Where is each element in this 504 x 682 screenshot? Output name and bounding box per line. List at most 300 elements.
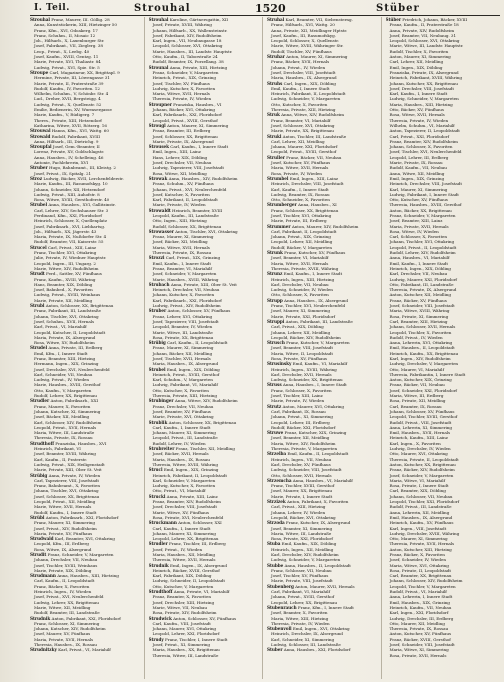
entry-details: Johann, Privat., XIX, Grinzing bbox=[271, 234, 331, 240]
entry-details: Emil, Kaufm., I, Innere Stadt bbox=[389, 260, 448, 266]
entry-details: Maria, Private, IX, Nußdorfer Str. 4 bbox=[34, 234, 107, 240]
entry-details: Anna, Witwe, XIV, Rudolfsheim bbox=[281, 112, 344, 118]
entry-details: Maria, Witwe, VI, Mariahilf bbox=[389, 477, 445, 483]
entry-details: Franz, Tischler, XVI, Neulerchenfeld bbox=[271, 303, 346, 309]
entry-details: Joh., Hilfsarb., XX, Jägerstr. 43 bbox=[34, 228, 97, 234]
entry-surname: Strudler bbox=[148, 541, 168, 547]
entry-details: Franz, Kutscher, XIX, Grinzing bbox=[284, 430, 347, 436]
entry-details: Rosa, Witwe, XVII, Hernals bbox=[389, 112, 445, 118]
entry-details: Rudolf, Beamter, III, Landstraße bbox=[34, 610, 100, 616]
page-number: 1520 bbox=[255, 2, 286, 15]
entry-details: Heinrich, Kaufm., XX, Brigittenau bbox=[389, 350, 459, 356]
entry-details: Emil, Hausbes., XVII, Hernals bbox=[389, 430, 451, 436]
entry-surname: Struk bbox=[267, 112, 280, 118]
entry-details: Carl, Kaufm., I, Innere Stadt bbox=[152, 424, 211, 430]
entry-details: Heinrich, Fabrikant, II, Leopoldstadt bbox=[152, 472, 227, 478]
entry-details: Marie, Private, XVI, Ottakring bbox=[152, 414, 214, 420]
entry-details: Rosa, Witwe, IV, Wieden bbox=[389, 228, 439, 234]
entry-details: Carl, Kaufm., II, Leopoldstadt bbox=[34, 578, 95, 584]
entry-details: Franz, Schuhm., II, Mosaic 12 bbox=[34, 32, 96, 38]
entry-details: Marie, Private, VIII, Josefstadt bbox=[271, 578, 333, 584]
entry-details: Ludwig, Schneider, II, Leopoldstadt bbox=[152, 578, 225, 584]
entry-details: Josef, Tischler, XVI, Ottakring bbox=[271, 212, 332, 218]
entry-details: Marie, Private, XXI, Floridsdorf bbox=[271, 313, 335, 319]
entry-details: Ludwig, Schneider, V, Margareten bbox=[271, 557, 341, 563]
entry-details: Otto, Maurer, XVI, Ottakring bbox=[389, 451, 448, 457]
entry-details: Josef, Tischler, XVII, Hernals bbox=[152, 356, 211, 361]
entry-details: Franz, Beamter, VI, Mariahilf bbox=[152, 265, 212, 271]
entry-details: Josef, Tischler, XV, Fünfhaus bbox=[271, 573, 329, 579]
entry-details: Maria, Witwe, XVI, Ottakring bbox=[389, 562, 449, 568]
entry-details: Otto, Ingen., XIII, Hietzing bbox=[152, 218, 207, 224]
entry-surname: Strougl bbox=[148, 122, 166, 128]
entry-details: Karl, Ingen., VII, Neubaugasse 18 bbox=[152, 38, 222, 44]
entry-details: Josef, Fabriksarb., XVI, Liebhartsg. bbox=[34, 223, 106, 229]
entry-details: Ludwig, Lehrer, XX, Brigittenau bbox=[34, 599, 99, 605]
entry-details: Carl, Privat., XIII, Hietzing bbox=[271, 504, 326, 510]
entry-details: Ludwig, Privat., XIII, Auhofstr. 8 bbox=[34, 191, 100, 197]
entry-details: Theresia, Witwe, XVII, Hernals bbox=[152, 557, 216, 563]
entry-details: Emil, Ingen., XVI, Ottakring bbox=[292, 626, 350, 632]
entry-surname: Struwe bbox=[267, 430, 284, 436]
entry-details: Josef, Fabrikant, XIV, Rudolfsheim bbox=[152, 32, 222, 38]
entry-details: Josef, Kaufm., XVIII, Gentzg. 11 bbox=[34, 54, 99, 60]
entry-details: Karl, Kaufm., I, Innere Stadt bbox=[271, 186, 329, 192]
entry-details: Franz, Kaufm., XVIII, Währing bbox=[34, 276, 96, 282]
entry-details: Anna, Private, IV, Wieden bbox=[48, 472, 101, 478]
entry-surname: Strunz bbox=[267, 271, 283, 277]
entry-details: Anton, Schlosser, XV, Fünfhaus bbox=[167, 308, 231, 314]
entry-details: Marie, Hausbes., III, Landstr. Hauptstr. bbox=[152, 48, 233, 54]
entry-details: Theresia, Private, II, Leopoldstadt bbox=[389, 456, 459, 462]
entry-details: Josef, Schneider, V, Margareten bbox=[152, 271, 217, 277]
entry-details: Marie, Witwe, XII, Meidling bbox=[34, 604, 91, 610]
entry-surname: Strubach bbox=[148, 281, 170, 287]
entry-details: Theresia, Private, XVII, Hernals bbox=[389, 541, 455, 547]
entry-details: Franz, Bäcker, VII, Neubau bbox=[286, 154, 342, 160]
entry-details: Johann, Privat., XI, Simmering bbox=[271, 414, 333, 420]
entry-details: Anna, Private, XII, Meidlinger Hptstr. bbox=[271, 27, 348, 33]
entry-details: Karl, Schneider, VII, Neubau bbox=[34, 371, 93, 377]
entry-details: Marie, Private, IX, Rossau bbox=[389, 160, 443, 166]
entry-details: Theresia, Private, IV, Wieden bbox=[152, 96, 212, 102]
entry-details: Theresia, Private, IX, Rossau bbox=[34, 435, 93, 441]
entry-details: Theresia, Hausbes., XVIII, Gersthof bbox=[389, 202, 462, 208]
entry-details: Ludwig, Schneider, IV, Wieden bbox=[271, 287, 333, 293]
entry-details: Heinrich, Schlosser, X, Quellenplatz bbox=[34, 218, 107, 224]
entry-details: Karl, Privat., VI, Mariahilf bbox=[58, 647, 111, 653]
entry-surname: Strudmann bbox=[30, 573, 56, 579]
entry-details: Johann, Bäcker, XII, Meidling bbox=[152, 350, 213, 356]
entry-details: Anna, Private, VI, Mariahilf bbox=[173, 589, 230, 595]
entry-details: Anton, Fabriksarb., XXI bbox=[50, 398, 99, 404]
entry-surname: Strummer bbox=[267, 223, 291, 229]
entry-details: Franz, Kaufm., II, Praterstraße 18 bbox=[389, 22, 459, 28]
entry-details: Josef, Drechsler, VIII, Josefstadt bbox=[152, 504, 217, 510]
entry-details: Josef, Maurer, XV, Fünfhaus bbox=[34, 631, 91, 637]
page-header bbox=[0, 0, 504, 16]
entry-surname: Strucel bbox=[30, 244, 47, 250]
entry-details: Rosa, Private, XIV, Rudolfsheim bbox=[152, 610, 217, 616]
entry-details: Anton, Schlosser, XX, Brigittenau bbox=[168, 419, 237, 425]
entry-surname: Struss bbox=[267, 382, 282, 388]
entry-details: Franz, Kutscher, XV, Fünfhaus bbox=[284, 250, 346, 256]
entry-details: Josef, Tischler, XIII, Lainz bbox=[271, 393, 323, 399]
entry-details: Rudolf, Privat., VI, Mariahilf bbox=[389, 589, 447, 595]
entry-details: Franz, Kfm., I, Innere Stadt bbox=[297, 604, 354, 610]
entry-details: Heinrich, Ingen., VII, Neubau bbox=[271, 456, 332, 462]
entry-surname: Strzemcha bbox=[267, 477, 292, 483]
entry-details: Josef, Schneider, IV, Wieden bbox=[389, 557, 446, 563]
entry-details: Rudolf, Privat., IV, Wieden bbox=[389, 334, 443, 340]
entry-details: Josef, Fabrikant., VII, Zieglerg. 38 bbox=[34, 43, 103, 49]
directory-columns bbox=[30, 17, 500, 679]
entry-details: Maria, Witwe, III, Erdberg bbox=[389, 393, 444, 399]
entry-details: Josef, Beamter, VIII, Josefstadt bbox=[271, 345, 333, 351]
entry-details: Emil, Hausbes., IX, Alsergrund bbox=[389, 514, 453, 520]
entry-details: Emil, Kaufm., I, Innere Stadt bbox=[152, 260, 211, 266]
entry-details: Rudolf, Privat., VIII, Josefstadt bbox=[389, 419, 452, 425]
entry-surname: Strubel bbox=[30, 202, 48, 208]
entry-surname: Struber bbox=[30, 165, 48, 171]
entry-surname: Strudwick bbox=[148, 615, 172, 621]
entry-details: Emil, Ingen., XIX, Grinzing bbox=[389, 175, 445, 181]
entry-details: Leopold, Kfm., III, Erdberg bbox=[34, 541, 89, 547]
entry-details: Heinrich, Fabrikant, VI bbox=[34, 446, 81, 452]
entry-surname: Stubenberg bbox=[267, 583, 294, 589]
entry-surname: Strudel bbox=[30, 345, 48, 351]
entry-details: Maria, Hausbes., XII, Meidling bbox=[152, 551, 215, 557]
entry-details: Marie, Private, XII, Meidling bbox=[34, 297, 93, 303]
entry-details: Johann, Maurer, XVI, Ottakring bbox=[152, 626, 216, 632]
entry-details: Theresia, Fabrikantin, I, Innere Stadt bbox=[389, 371, 466, 377]
entry-details: Emil, Kaufm., XIX, Döbling bbox=[281, 541, 337, 547]
entry-details: Anton, Kutscher, XIX, Grinzing bbox=[389, 377, 452, 383]
entry-surname: Stroupe bbox=[30, 69, 49, 75]
entry-details: Josef, Schlosser, XVI, Ottakring bbox=[271, 122, 335, 128]
entry-details: Anton, Maurer, XI, Simmering bbox=[166, 122, 229, 128]
entry-details: Ludwig, Fabrikant, VI, Mariahilf bbox=[152, 382, 218, 388]
entry-details: Maria, Private, XVII, Hernals bbox=[34, 636, 94, 642]
entry-surname: Strudnik bbox=[148, 562, 169, 568]
entry-details: Rosa, Witwe, IX, Alsergrund bbox=[34, 546, 92, 552]
entry-details: Johann, Maurer, XXI, Floridsdorf bbox=[271, 144, 338, 150]
entry-surname: Strübig bbox=[148, 340, 166, 346]
entry-details: Leopold, Lehrer, XX, Brigittenau bbox=[271, 599, 337, 605]
entry-details: Theresia, Hausbes., IX, Rossau bbox=[34, 642, 97, 648]
entry-surname: Strübig bbox=[30, 472, 48, 478]
entry-details: Anton, Fabrikant, III, Landstraße bbox=[285, 318, 353, 324]
entry-details: Josef, Beamter, XI, Simmering bbox=[271, 525, 333, 531]
entry-details: Leopold, Tischler, XVIII, Gersthof bbox=[389, 414, 458, 420]
entry-details: Julie, Private, IV, Wiedner Hauptstr. bbox=[34, 255, 107, 261]
entry-details: Josef, Privat., XIV, Rudolfsheim bbox=[34, 525, 97, 531]
entry-details: Maria, Witwe, XIV, Rudolfsheim bbox=[271, 440, 336, 446]
entry-surname: Struckl bbox=[148, 493, 166, 499]
entry-details: Josef, Tapezierer, VIII, Josefstadt bbox=[152, 318, 219, 324]
entry-details: Hermine, Private, III, Löwengasse 31 bbox=[34, 75, 110, 81]
entry-details: Leopold, Bäcker, XIV, Rudolfsheim bbox=[271, 334, 341, 340]
entry-details: Anton, Maurer, XI, Simmering bbox=[286, 54, 348, 60]
entry-details: Karl, Schuhm., V, Margareten bbox=[152, 377, 213, 383]
entry-surname: Strusinsky bbox=[267, 361, 292, 367]
entry-details: Karl, Ingen., X, Favoriten bbox=[389, 440, 441, 446]
entry-details: Maria, Hausbes., IX, Alsergrund bbox=[271, 75, 337, 81]
entry-details: Ludwig, Privat., X, Quellenstr. 52 bbox=[34, 101, 102, 107]
entry-surname: Strudwald bbox=[30, 536, 54, 542]
entry-details: Marie, Private, IV, Wieden bbox=[152, 202, 206, 208]
entry-details: Leopold, Privat., II, Leopoldstadt bbox=[389, 244, 457, 250]
entry-details: Carl, Kaufm., II, Leopoldstadt bbox=[167, 340, 228, 346]
entry-details: Karoline, Gärtnersgattin, XII bbox=[169, 17, 228, 22]
entry-details: Josef, Tischler, XV, Fünfhaus bbox=[152, 80, 210, 86]
entry-details: Franz, Tischler, III, Erdberg bbox=[168, 541, 226, 547]
entry-details: Johann, Schlosser, VII, Neubau bbox=[389, 493, 453, 499]
entry-details: Otto, Kutscher, X, Favoriten bbox=[271, 101, 328, 107]
entry-details: Rosa, Private, II, Leopoldstadt bbox=[389, 567, 451, 573]
entry-details: Emil, Ingen., XIII, Lainz bbox=[152, 149, 201, 155]
entry-details: Josef, Drechsler, VII, Neubau bbox=[152, 160, 212, 166]
entry-details: Rosa, Private, I, Innere Stadt bbox=[389, 483, 449, 489]
entry-details: Maria, Witwe, III, Landstraße bbox=[271, 530, 332, 536]
entry-details: Ludwig, Privat., XVI, Spie. Str. 5 bbox=[34, 64, 100, 70]
entry-details: Joh., Hilfsarb., X, Laxenburger Str. bbox=[34, 38, 105, 44]
entry-details: Franz, Beamter, XIII, Hietzing bbox=[34, 356, 96, 361]
entry-details: Lorenz, Private, XV, Goldschlagstr. bbox=[34, 149, 105, 155]
entry-surname: Strumberger bbox=[267, 202, 297, 208]
entry-details: Ludwig, Fabrikant, I, Innere Stadt bbox=[389, 191, 459, 197]
entry-surname: Strunk bbox=[267, 250, 283, 256]
entry-details: Ludwig, Schneider, V, Margareten bbox=[271, 96, 341, 102]
entry-details: Rosa, Private, XV, Fünfhaus bbox=[271, 356, 327, 361]
entry-details: Rosa, Private, XVI, Neulerchenfeld bbox=[152, 514, 224, 520]
directory-entry bbox=[30, 647, 142, 652]
entry-details: Rudolf, Lehrer, IV, Wieden bbox=[152, 440, 206, 446]
entry-surname: Strubl bbox=[30, 303, 45, 309]
entry-details: Carl, Beamter, XIII, Hietzing bbox=[389, 318, 448, 324]
entry-details: Josef, Beamter, XII, Meidling bbox=[271, 435, 330, 441]
entry-details: Johann, Kutscher, XX, Brigittenau bbox=[389, 80, 458, 86]
entry-surname: Struppi bbox=[267, 318, 285, 324]
entry-details: Johann, Tischler, XVI, Ottakring bbox=[34, 313, 99, 319]
entry-details: Franz, Schlosser, XX, Brigittenau bbox=[271, 207, 339, 213]
entry-surname: Stuba bbox=[267, 541, 281, 547]
entry-details: Ludwig, Maurer, XXI, Floridsdorf bbox=[389, 276, 457, 282]
entry-details: Marie, Private, III, Erdberg bbox=[271, 218, 327, 224]
entry-details: Josef, Schuhm., XVII, Hernals bbox=[34, 318, 95, 324]
entry-details: Carl, Ingen., XIX, Döbling bbox=[283, 80, 336, 86]
entry-details: Franz, Tischler, XVI, Ottakring bbox=[34, 250, 97, 256]
entry-details: Karl, Drechsler, XV, Fünfhaus bbox=[271, 461, 331, 467]
entry-details: Wilhelm, Schuhm., V, Schönbr. Str. 4 bbox=[34, 91, 109, 97]
entry-surname: Strupp bbox=[267, 297, 283, 303]
entry-surname: Strzizek bbox=[267, 499, 286, 505]
entry-details: Leopold, Privat., III, Landstraße bbox=[152, 435, 218, 441]
entry-surname: Stüber bbox=[385, 17, 402, 22]
entry-details: Theresia, Private, V, Margareten bbox=[271, 446, 338, 452]
entry-details: Heinrich, Kaufm., VII, Neubau bbox=[389, 604, 452, 610]
entry-details: Otto, Kaufm., II, Taborstraße 24 bbox=[152, 54, 218, 60]
entry-details: Rudolf, Kaufm., IV, Favoriten. 12 bbox=[34, 85, 100, 91]
entry-details: Karl, Beamter, VII, Siebensterng. bbox=[285, 17, 353, 22]
entry-details: Theresia, Witwe, XVIII, Währing bbox=[152, 461, 218, 467]
entry-details: Karl, Schlosser, XIV, Rudolfsheim bbox=[34, 419, 102, 425]
entry-details: Anton, Kutscher, XV, Fünfhaus bbox=[389, 631, 452, 637]
guide-word-left: Strouhal bbox=[134, 3, 191, 14]
entry-details: Johann, Tischler, XVI, Ottakring bbox=[389, 239, 455, 245]
entry-details: Josef, Tischler, XVI, Neulerchenfeld bbox=[389, 149, 462, 155]
entry-details: Marie, Kaufm., V, Rüdigerg. 7 bbox=[34, 112, 95, 118]
entry-details: Leopold, Schlosser, XVI, Ottakring bbox=[389, 38, 460, 44]
entry-details: Josef, Drechsler, VIII, Josefstadt bbox=[271, 69, 336, 75]
entry-details: Leopold, Tischler, X, Favoriten bbox=[389, 329, 452, 335]
entry-details: Leopold, Tischler, V, Margareten bbox=[389, 583, 456, 589]
entry-details: Marie, Private, I, Innere Stadt bbox=[271, 493, 333, 499]
entry-details: Rudolf, Schlosser, XX, Brigittenau bbox=[152, 223, 222, 229]
entry-details: Lud., Dreher, XVII, Bergsteigg. 4 bbox=[34, 96, 101, 102]
entry-details: Franziska, Hausbes., XVI bbox=[55, 440, 107, 446]
entry-details: Katharina, Witwe, XVII, Rötzerg. 16 bbox=[34, 122, 107, 128]
entry-surname: Stubenrauch bbox=[267, 604, 297, 610]
entry-details: Johann, Kutscher, X, Favoriten bbox=[152, 292, 215, 298]
entry-details: Carl, Privat., XIX, Döbling bbox=[271, 324, 324, 330]
entry-details: Otto, Kutscher, X, Favoriten bbox=[152, 387, 209, 393]
entry-details: Ludwig, Schneider, V, Margareten bbox=[389, 96, 459, 102]
entry-details: Rudolf, Kaufm., I, Innere Stadt bbox=[34, 509, 97, 515]
entry-details: Anna, Hausbes., VI, Mariahilf bbox=[292, 477, 353, 483]
entry-details: Maria, Witwe, II, Leopoldstadt bbox=[271, 350, 333, 356]
entry-details: Anna, Lehrerin, XI, Simmering bbox=[389, 424, 452, 430]
entry-details: Franz, Bäcker, X, Favoriten bbox=[389, 551, 445, 557]
entry-details: Anna, Hausbes., XVI, Gallitzinstr. bbox=[48, 202, 116, 208]
entry-details: Leopold, Privat., XII, Meidling bbox=[34, 499, 96, 505]
entry-details: Heinrich, Fabrikant, II, Leopoldstadt bbox=[271, 91, 346, 97]
entry-details: Rosa, Private, XX, Brigittenau bbox=[152, 334, 214, 340]
entry-surname: Strzelba bbox=[267, 451, 287, 457]
entry-details: Ludwig, Privat., XIV, Rudolfsheim bbox=[152, 303, 221, 309]
entry-details: Emil, Kaufm., I, Innere Stadt bbox=[271, 85, 330, 91]
entry-details: Rudolf, Tischler, XV, Fünfhaus bbox=[271, 48, 332, 54]
entry-details: Emil, Ingen., XIX, Grinzing bbox=[163, 467, 219, 473]
entry-details: Heinrich, Privat., XVIII, Gersthof bbox=[152, 371, 220, 377]
entry-details: Marie, Witwe, XVII, Hernals bbox=[34, 504, 92, 510]
entry-details: Anna, Private, XIII, Ober St. Veit bbox=[170, 281, 237, 287]
entry-surname: Strudt bbox=[30, 271, 45, 277]
entry-details: Johann, Kutscher, XIV, Rudolfsheim bbox=[34, 626, 106, 632]
entry-details: Heinrich, Bäcker, XVIII, Gersthof bbox=[152, 567, 220, 573]
entry-details: Josef, Drechsler, VIII, Josefstadt bbox=[389, 85, 454, 91]
entry-surname: Strudy bbox=[148, 636, 164, 642]
entry-details: Anna, Hausbes., XXI, Floridsdorf bbox=[283, 647, 351, 653]
entry-details: Emil, Kfm., I, Innere Stadt bbox=[34, 350, 88, 356]
entry-details: Ludwig, Kutscher, X, Favoriten bbox=[152, 483, 216, 489]
entry-details: Josef, Beamter, XIII, Lainz bbox=[389, 218, 443, 224]
entry-details: Rudolf, Kaufm., VII, Neubau bbox=[389, 165, 447, 171]
entry-details: Marie, Witwe, XV, Fünfhaus bbox=[152, 509, 209, 515]
entry-details: Josef, Schneider, VIII, Josefstadt bbox=[389, 642, 455, 648]
entry-details: Theresia, Private, IX, Alsergrund bbox=[389, 287, 457, 293]
entry-details: Marie, Private, IV, Wieden bbox=[271, 398, 325, 404]
entry-details: Maria, Witwe, XVIII, Währing bbox=[389, 308, 450, 314]
entry-details: Ludwig, Privat., IV, Wieden bbox=[34, 377, 89, 383]
column-1 bbox=[30, 17, 145, 679]
entry-surname: Strublik bbox=[148, 419, 168, 425]
entry-surname: Struber bbox=[148, 308, 167, 314]
entry-details: Rosa, Witwe, XVIII, Gersthoferstr. 40 bbox=[34, 197, 110, 203]
entry-details: Theresia, Witwe, III, Landstraße bbox=[152, 652, 219, 658]
entry-details: Rudolf, Beamter, IX, Porzellang. 38 bbox=[152, 59, 224, 65]
entry-details: Ludwig, Privat., XVIII, Weinhaus bbox=[34, 292, 101, 298]
entry-details: Leopold, Privat., XVII, Hernals bbox=[34, 424, 97, 430]
entry-surname: Strzoda bbox=[267, 520, 285, 526]
entry-details: Heinrich, Ingen., XII, Meidling bbox=[271, 546, 334, 552]
entry-details: Josef, Schlosser, XX, Brigittenau bbox=[34, 493, 100, 499]
entry-details: Franz, Tischler, XVIII, Gersthof bbox=[271, 483, 335, 489]
entry-details: Johann, Maurer, XI, Simmering bbox=[152, 430, 216, 436]
entry-details: Karl, Drechsler, VII, Neubau bbox=[271, 281, 329, 287]
entry-details: Heinrich, Fabrikant, XVIII, Währing bbox=[389, 75, 462, 81]
entry-details: Ludwig, Privat., XIX, Heiligenstadt bbox=[34, 461, 105, 467]
entry-details: Otto, Schneider, X, Favoriten bbox=[271, 197, 330, 203]
entry-details: Franz, Schuhm., XV, Fünfhaus bbox=[152, 181, 214, 187]
entry-details: Leopold, Ingen., III, Ungarg. 2 bbox=[34, 260, 96, 266]
entry-details: Heinrich, Ingen., XIX, Döbling bbox=[389, 265, 451, 271]
entry-surname: Strozzi bbox=[148, 255, 165, 261]
entry-details: Franz, Maurer, XI, Simmering bbox=[152, 345, 214, 351]
entry-details: Carl, Fabrikant, IX, Rossau bbox=[271, 408, 326, 414]
entry-details: Otto, Kaufm., V, Margareten bbox=[34, 387, 92, 393]
entry-details: Heinrich, Ingen., XVIII, Währing bbox=[271, 366, 337, 372]
entry-details: Maria, Witwe, XVII, Hernals bbox=[152, 244, 210, 250]
entry-details: Karl, Drechsler, VII, Neubau bbox=[389, 271, 448, 277]
entry-details: Marie, Witwe, III, Landstraße bbox=[152, 329, 213, 335]
entry-details: Franz, Bäcker, XV, Fünfhaus bbox=[389, 297, 447, 303]
entry-details: Carl, Fabrikant, VI, Mariahilf bbox=[271, 589, 330, 595]
entry-details: Heinrich, Ingen., IV, Wieden bbox=[34, 589, 92, 595]
entry-details: Leopold, Lehrer, XXI, Floridsdorf bbox=[152, 631, 220, 637]
entry-details: Anton, Schlosser, XXI bbox=[178, 520, 222, 526]
entry-details: Anton, Tischler, XVI, Ottakring bbox=[175, 228, 238, 234]
entry-details: Carl, Magazineur, XX, Brigittapl. 9 bbox=[49, 69, 120, 75]
entry-details: Heinrich, Drechsler, VII, Neubau bbox=[152, 287, 220, 293]
entry-details: Maria, Private, XVII, Hernals bbox=[389, 223, 449, 229]
entry-details: Anton, Fabrikant, X, Favoriten bbox=[286, 499, 349, 505]
entry-details: Maria, Witwe, XVII, Hernals bbox=[271, 165, 329, 171]
entry-details: Franz, Bäcker, VII, Neubau bbox=[389, 382, 445, 388]
entry-details: Franz, Beamter, XIV, Rudolfsheim bbox=[152, 499, 221, 505]
entry-details: Johann, Schlosser, XIV, Rudolfsheim bbox=[389, 578, 463, 584]
entry-details: Maria, Witwe, XIII, Hietzing bbox=[271, 615, 329, 621]
entry-details: Anna, Lehrerin, XII, Meidling bbox=[389, 509, 450, 515]
entry-details: Maria, Witwe, XVII, Hernals bbox=[271, 260, 329, 266]
entry-details: Carl, Beamter, XX, Brigittenau bbox=[389, 573, 452, 579]
entry-details: Franz, Lehrer, XVI, Ottakring bbox=[152, 313, 213, 319]
entry-details: Ludwig, Schlosser, III, Landstraße bbox=[271, 642, 341, 648]
entry-surname: Strubinger bbox=[148, 398, 174, 404]
entry-details: Johann, Hilfsarb., XX, Wallensteinstr. bbox=[152, 27, 228, 33]
entry-details: Rosa, Witwe, XV, Rudolfsheim bbox=[34, 340, 95, 346]
entry-details: Johann, Lehrer, XII, Meidling bbox=[271, 329, 331, 335]
entry-details: Karl, Schneider, XI, Simmering bbox=[271, 636, 335, 642]
entry-details: Anna, Private, XIII, Hietzing bbox=[169, 64, 228, 70]
entry-details: Karl, Drechsler, XVII, Hernals bbox=[271, 371, 332, 377]
entry-details: Karl, Schneider, V, Margareten bbox=[152, 477, 216, 483]
entry-details: Franz, Maurer, III. Göllig. 28 bbox=[51, 17, 110, 22]
entry-details: Franz, Schlosser, VII, Neubau bbox=[271, 567, 332, 573]
entry-details: Johann, Privat., XVI, Neulerchenfeld bbox=[152, 186, 227, 192]
entry-details: Otto, Schlosser, X, Favoriten bbox=[271, 292, 329, 298]
entry-details: Otto, Kutscher, XV, Fünfhaus bbox=[389, 197, 448, 203]
